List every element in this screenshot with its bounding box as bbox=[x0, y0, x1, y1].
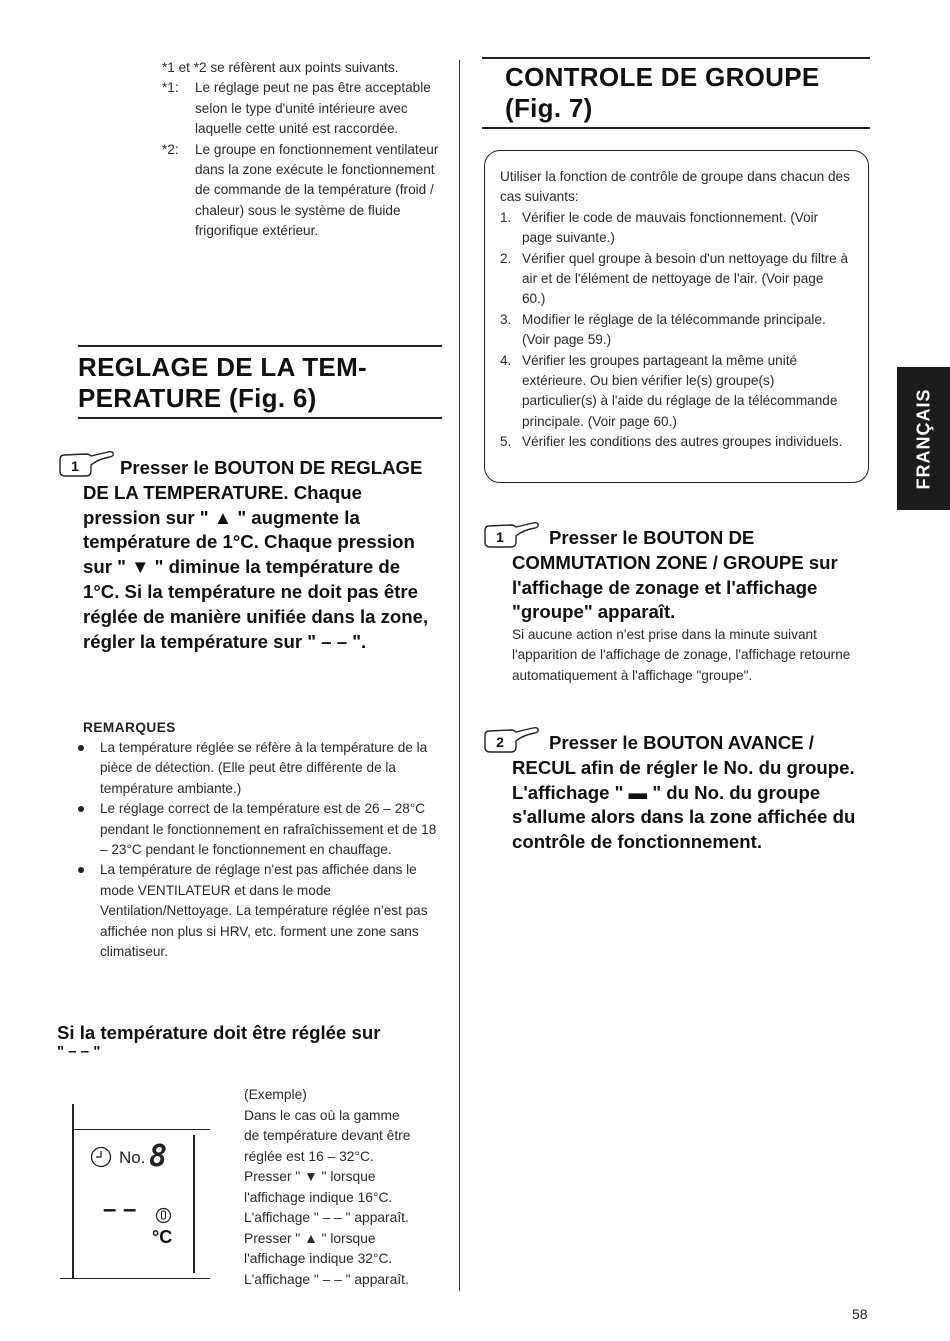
item-number: 1. bbox=[500, 209, 512, 225]
example-line: de température devant être bbox=[244, 1128, 411, 1143]
section-rule-bottom bbox=[78, 417, 442, 419]
item-number: 3. bbox=[500, 311, 512, 327]
display-frame-bottom bbox=[60, 1278, 210, 1279]
footnote-2 bbox=[162, 140, 447, 242]
section-title-group bbox=[505, 62, 875, 124]
page-number: 58 bbox=[852, 1306, 868, 1322]
remarque-text: La température réglée se réfère à la température de la pièce de détection. (Elle peut être différente de la température ambiante.) bbox=[100, 740, 428, 796]
example-line: (Exemple) bbox=[244, 1087, 307, 1102]
display-dashes: – – bbox=[103, 1196, 137, 1223]
bullet-icon bbox=[78, 867, 84, 873]
remarque-text: Le réglage correct de la température est de 26 – 28°C pendant le fonctionnement en rafraîchissement et de 18 – 23°C pendant le fonctionnement en chauffage. bbox=[100, 801, 437, 858]
list-item bbox=[500, 432, 850, 452]
sensor-icon bbox=[155, 1207, 172, 1224]
item-text: Modifier le réglage de la télécommande principale. (Voir page 59.) bbox=[522, 311, 826, 348]
footnote-text: Le réglage peut ne pas être acceptable selon le type d'unité intérieure avec laquelle cette unité est raccordée. bbox=[195, 80, 431, 137]
group-step-1-note: Si aucune action n'est prise dans la minute suivant l'apparition de l'affichage de zonage, l'affichage retourne automatiquement à l'affichage "groupe". bbox=[512, 627, 851, 683]
item-text: Vérifier le code de mauvais fonctionnement. (Voir page suivante.) bbox=[522, 209, 819, 246]
title-line: REGLAGE DE LA TEM- bbox=[78, 352, 367, 382]
display-unit: °C bbox=[152, 1227, 173, 1247]
title-line: CONTROLE DE GROUPE bbox=[505, 62, 820, 92]
list-item bbox=[500, 249, 850, 310]
subheading-line: " – – " bbox=[57, 1043, 101, 1060]
info-box-intro: Utiliser la fonction de contrôle de groupe dans chacun des cas suivants: bbox=[500, 169, 850, 205]
item-number: 2. bbox=[500, 250, 512, 266]
right-section-rule-bottom bbox=[482, 127, 870, 129]
display-no-label: No. bbox=[119, 1148, 146, 1167]
item-text: Vérifier les groupes partageant la même unité extérieure. Ou bien vérifier le(s) groupe(s) particulier(s) à l'aide du réglage de la télécommande principale. (Voir page 60.) bbox=[522, 352, 838, 429]
step-number: 1 bbox=[496, 529, 504, 545]
example-line: l'affichage indique 32°C. bbox=[244, 1251, 393, 1266]
footnote-key: *2: bbox=[162, 141, 179, 157]
example-line: Presser " ▼ " lorsque bbox=[244, 1169, 376, 1184]
column-divider bbox=[459, 60, 460, 1291]
footnote-1 bbox=[162, 78, 447, 139]
remarques-list bbox=[74, 738, 442, 962]
footnote-key: *1: bbox=[162, 80, 179, 96]
display-frame-left bbox=[72, 1104, 74, 1279]
remarque-text: La température de réglage n'est pas affichée dans le mode VENTILATEUR et dans le mode Ventilation/Nettoyage. La température réglée n'est pas affichée non plus si HRV, etc. forment une zone sans climatiseur. bbox=[100, 862, 428, 960]
right-section-rule-top bbox=[482, 57, 870, 59]
footnote-block bbox=[162, 58, 447, 242]
list-item bbox=[500, 351, 850, 433]
step-1-instruction: Presser le BOUTON DE REGLAGE DE LA TEMPERATURE. Chaque pression sur " ▲ " augmente la température de 1°C. Chaque pression sur " ▼ " diminue la température de 1°C. Si la température ne doit pas être réglée de manière unifiée dans la zone, régler la température sur " – – ". bbox=[83, 457, 429, 652]
list-item bbox=[74, 738, 442, 799]
group-step-2-instruction: Presser le BOUTON AVANCE / RECUL afin de régler le No. du groupe. L'affichage " ▬ " du No. du groupe s'allume alors dans la zone affichée du contrôle de fonctionnement. bbox=[512, 732, 856, 853]
example-line: L'affichage " – – " apparaît. bbox=[244, 1271, 409, 1287]
title-line: (Fig. 7) bbox=[505, 93, 593, 123]
section-title-temperature bbox=[78, 352, 448, 414]
example-line: Dans le cas où la gamme bbox=[244, 1107, 400, 1123]
bullet-icon bbox=[78, 806, 84, 812]
list-item bbox=[500, 208, 850, 249]
example-line: L'affichage " – – " apparaît. bbox=[244, 1210, 409, 1225]
example-line: Presser " ▲ " lorsque bbox=[244, 1230, 376, 1246]
list-item bbox=[500, 310, 850, 351]
section-rule-top bbox=[78, 345, 442, 347]
step-number: 1 bbox=[71, 458, 79, 474]
list-item bbox=[74, 799, 442, 860]
language-label: FRANÇAIS bbox=[913, 388, 933, 489]
step-number: 2 bbox=[496, 734, 504, 750]
title-line: PERATURE (Fig. 6) bbox=[78, 383, 317, 413]
item-number: 4. bbox=[500, 352, 512, 368]
bullet-icon bbox=[78, 745, 84, 751]
info-box-content bbox=[500, 167, 850, 453]
item-text: Vérifier quel groupe à besoin d'un nettoyage du filtre à air et de l'élément de nettoyage de l'air. (Voir page 60.) bbox=[522, 250, 849, 307]
display-frame-top bbox=[72, 1129, 210, 1130]
item-number: 5. bbox=[500, 434, 512, 450]
footnote-intro: *1 et *2 se réfèrent aux points suivants. bbox=[162, 60, 399, 75]
display-frame-right bbox=[193, 1135, 195, 1273]
subheading bbox=[57, 1021, 447, 1059]
item-text: Vérifier les conditions des autres groupes individuels. bbox=[522, 434, 843, 450]
footnote-text: Le groupe en fonctionnement ventilateur dans la zone exécute le fonctionnement de commande de la température (froid / chaleur) sous le système de fluide frigorifique extérieur. bbox=[195, 141, 439, 239]
example-text bbox=[244, 1085, 454, 1290]
language-side-tab bbox=[897, 367, 950, 510]
example-line: réglée est 16 – 32°C. bbox=[244, 1148, 374, 1164]
remarques-title: REMARQUES bbox=[83, 720, 176, 735]
subheading-line: Si la température doit être réglée sur bbox=[57, 1022, 381, 1043]
group-step-1-instruction: Presser le BOUTON DE COMMUTATION ZONE / GROUPE sur l'affichage de zonage et l'affichage "groupe" apparaît. bbox=[512, 527, 838, 623]
clock-icon bbox=[90, 1146, 112, 1168]
list-item bbox=[74, 860, 442, 962]
example-line: l'affichage indique 16°C. bbox=[244, 1189, 393, 1205]
display-digit: 8 bbox=[149, 1139, 168, 1174]
